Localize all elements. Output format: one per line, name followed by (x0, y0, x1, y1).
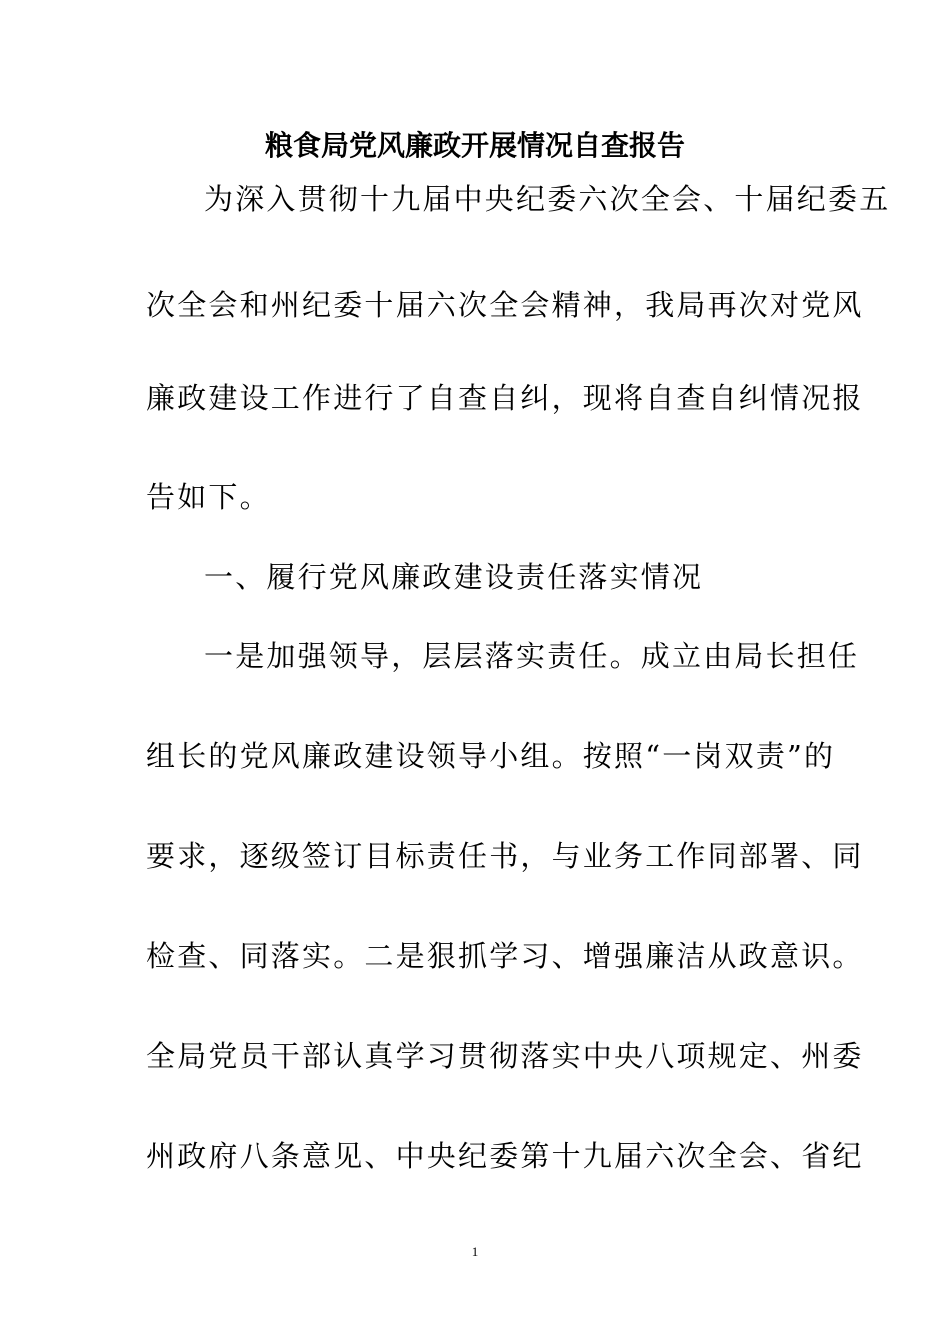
paragraph-line: 检查、同落实。二是狠抓学习、增强廉洁从政意识。 (146, 939, 864, 973)
page-number: 1 (471, 1244, 479, 1259)
paragraph-line: 一是加强领导，层层落实责任。成立由局长担任 (204, 639, 860, 673)
paragraph-line: 州政府八条意见、中央纪委第十九届六次全会、省纪 (146, 1139, 864, 1173)
paragraph-line: 组长的党风廉政建设领导小组。按照“一岗双责”的 (146, 739, 836, 773)
paragraph-line: 为深入贯彻十九届中央纪委六次全会、十届纪委五 (204, 182, 891, 216)
paragraph-line: 廉政建设工作进行了自查自纠，现将自查自纠情况报 (146, 381, 864, 415)
paragraph-line: 全局党员干部认真学习贯彻落实中央八项规定、州委 (146, 1039, 864, 1073)
paragraph-line: 次全会和州纪委十届六次全会精神，我局再次对党风 (146, 288, 864, 322)
paragraph-line: 告如下。 (146, 480, 271, 514)
document-title: 粮食局党风廉政开展情况自查报告 (264, 129, 685, 162)
paragraph-line: 要求，逐级签订目标责任书，与业务工作同部署、同 (146, 839, 864, 873)
section-heading: 一、履行党风廉政建设责任落实情况 (204, 560, 704, 594)
